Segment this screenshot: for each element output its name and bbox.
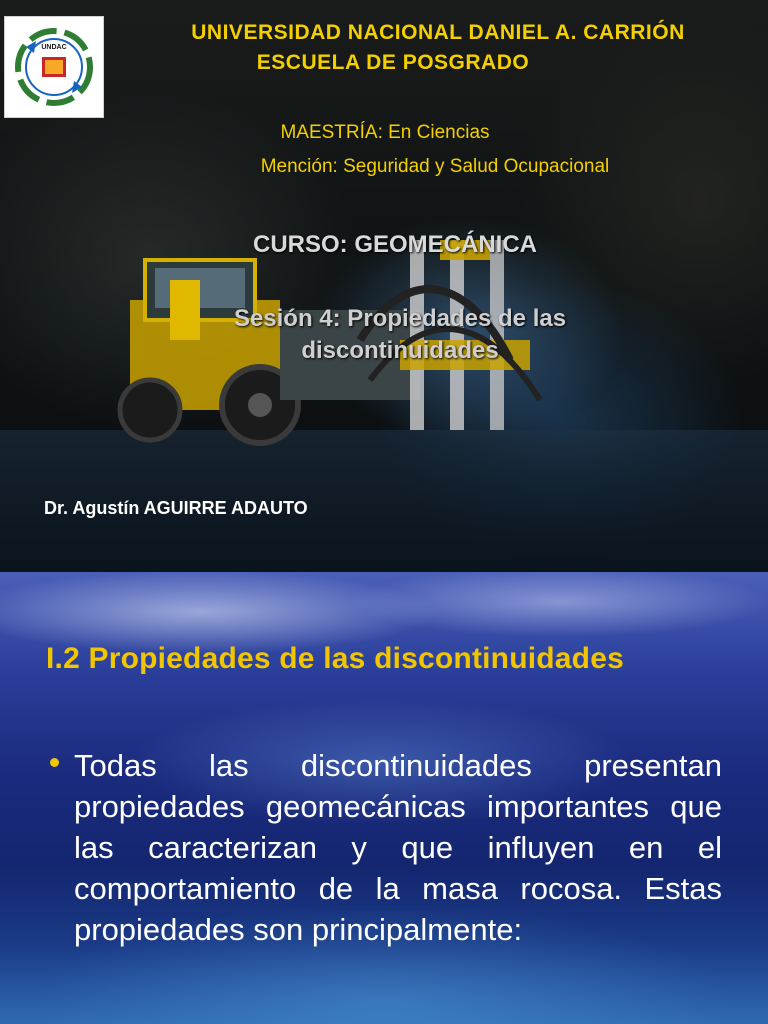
bullet-icon xyxy=(50,758,59,767)
university-seal-icon xyxy=(12,25,96,109)
session-title: Sesión 4: Propiedades de las discontinuidades xyxy=(233,305,567,364)
section-title: I.2 Propiedades de las discontinuidades xyxy=(46,642,624,675)
university-name: UNIVERSIDAD NACIONAL DANIEL A. CARRIÓN xyxy=(191,21,685,44)
bullet-paragraph: Todas las discontinuidades presentan propiedades geomecánicas importantes que las caracterizan y que influyen en el comportamiento de la masa rocosa. Estas propiedades son principalmente: xyxy=(74,748,722,947)
university-logo xyxy=(4,16,104,118)
slide-2 xyxy=(0,572,768,1024)
master-program: MAESTRÍA: En Ciencias xyxy=(280,122,490,143)
svg-text:UNDAC: UNDAC xyxy=(41,44,67,51)
school-name: ESCUELA DE POSGRADO xyxy=(256,51,530,74)
course-title: CURSO: GEOMECÁNICA xyxy=(252,231,537,258)
mention-text: Mención: Seguridad y Salud Ocupacional xyxy=(260,156,610,177)
author-name: Dr. Agustín AGUIRRE ADAUTO xyxy=(44,498,308,518)
